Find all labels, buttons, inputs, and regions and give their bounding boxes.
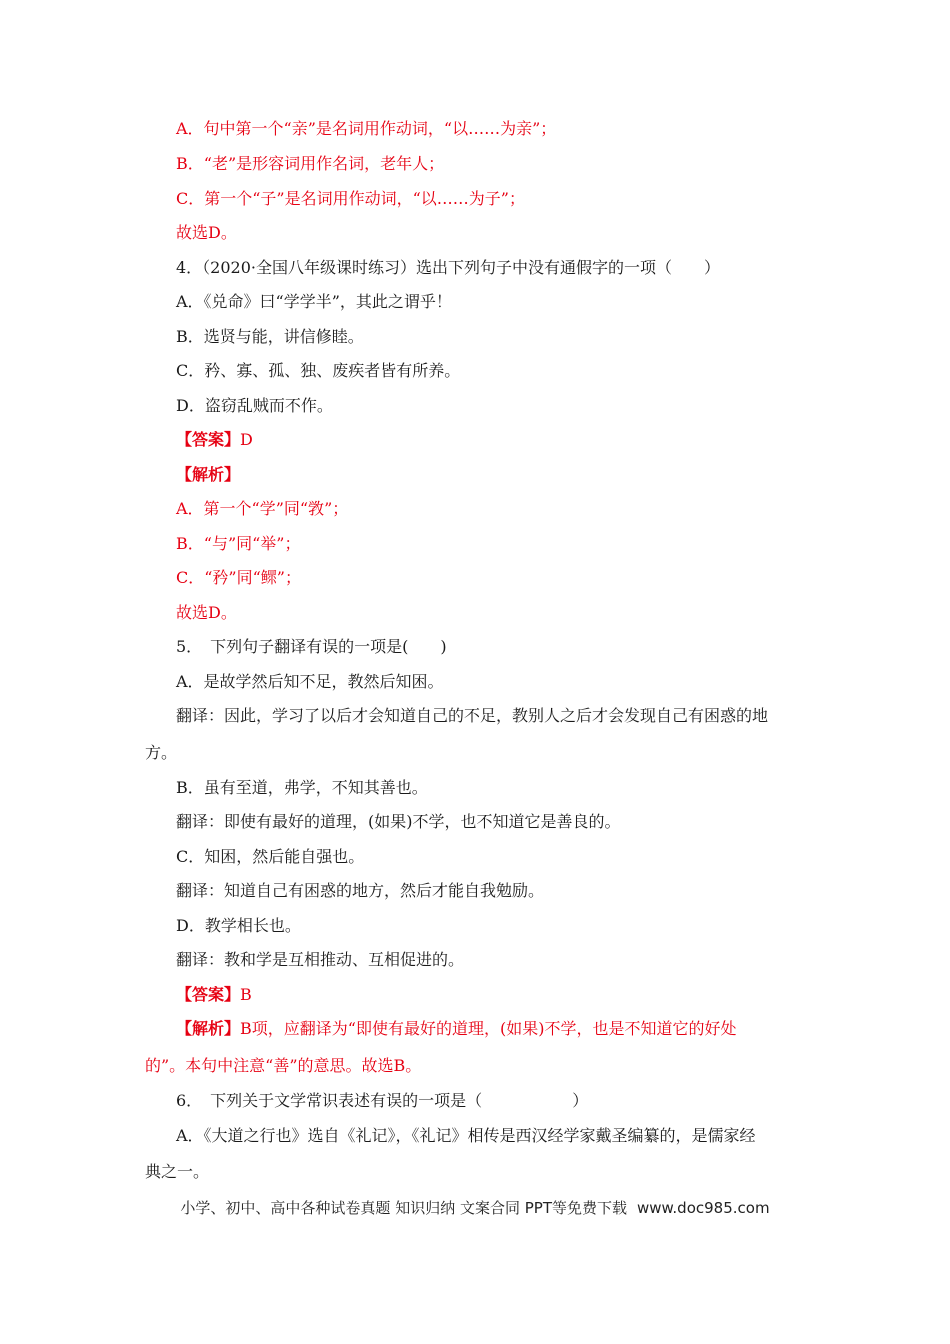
question-5-option-d: D．教学相长也。: [176, 916, 301, 935]
page-footer: [0, 1197, 950, 1218]
question-5-stem: 5． 下列句子翻译有误的一项是( ): [176, 637, 447, 656]
question-5-explanation-cont: 的”。本句中注意“善”的意思。故选B。: [145, 1056, 422, 1075]
footer-site-link[interactable]: www.doc985.com: [636, 1199, 770, 1217]
question-5-option-a-translation: 翻译：因此，学习了以后才会知道自己的不足，教别人之后才会发现自己有困惑的地: [176, 706, 769, 725]
q4-explanation-c: C．“矜”同“鳏”；: [176, 568, 301, 587]
footer-text: 小学、初中、高中各种试卷真题 知识归纳 文案合同 PPT等免费下载: [180, 1199, 627, 1217]
question-6-option-a: A．《大道之行也》选自《礼记》，《礼记》相传是西汉经学家戴圣编纂的，是儒家经: [176, 1126, 756, 1145]
question-6-option-a-cont: 典之一。: [145, 1162, 210, 1181]
answer-label: 【答案】: [176, 985, 241, 1004]
question-4-option-d: D．盗窃乱贼而不作。: [176, 396, 333, 415]
q3-explanation-c: C．第一个“子”是名词用作动词，“以……为子”；: [176, 189, 525, 208]
question-4-option-a: A．《兑命》曰“学学半”，其此之谓乎！: [176, 292, 452, 311]
q4-explanation-b: B．“与”同“举”；: [176, 534, 301, 553]
question-6-close: ）: [572, 1091, 589, 1110]
question-4-answer: [176, 429, 253, 451]
question-5-answer: [176, 984, 252, 1006]
question-6-stem: [176, 1090, 588, 1112]
question-5-option-b: B．虽有至道，弗学，不知其善也。: [176, 778, 428, 797]
explanation-label: 【解析】: [176, 1019, 241, 1038]
question-5-explanation: [176, 1018, 736, 1040]
question-4-option-b: B．选贤与能，讲信修睦。: [176, 327, 364, 346]
q3-conclusion: 故选D。: [176, 223, 237, 242]
q4-conclusion: 故选D。: [176, 603, 237, 622]
question-5-option-d-translation: 翻译：教和学是互相推动、互相促进的。: [176, 950, 465, 969]
question-5-option-a-translation-cont: 方。: [145, 743, 178, 762]
question-4-explanation-label: 【解析】: [176, 465, 241, 484]
question-5-option-b-translation: 翻译：即使有最好的道理，(如果)不学，也不知道它是善良的。: [176, 812, 621, 831]
question-5-option-a: A．是故学然后知不足，教然后知困。: [176, 672, 444, 691]
question-5-option-c: C．知困，然后能自强也。: [176, 847, 365, 866]
q3-explanation-b: B．“老”是形容词用作名词，老年人；: [176, 154, 445, 173]
answer-label: 【答案】: [176, 430, 241, 449]
question-5-option-c-translation: 翻译：知道自己有困惑的地方，然后才能自我勉励。: [176, 881, 545, 900]
answer-value: D: [240, 430, 253, 449]
question-6-text: 6． 下列关于文学常识表述有误的一项是（: [176, 1091, 483, 1110]
question-4-option-c: C．矜、寡、孤、独、废疾者皆有所养。: [176, 361, 461, 380]
q3-explanation-a: A．句中第一个“亲”是名词用作动词，“以……为亲”；: [176, 119, 557, 138]
q4-explanation-a: A．第一个“学”同“敩”；: [176, 499, 349, 518]
explanation-text: B项，应翻译为“即使有最好的道理，(如果)不学，也是不知道它的好处: [240, 1019, 737, 1038]
question-4-stem: 4．（2020·全国八年级课时练习）选出下列句子中没有通假字的一项（ ）: [176, 258, 720, 277]
answer-value: B: [240, 985, 252, 1004]
